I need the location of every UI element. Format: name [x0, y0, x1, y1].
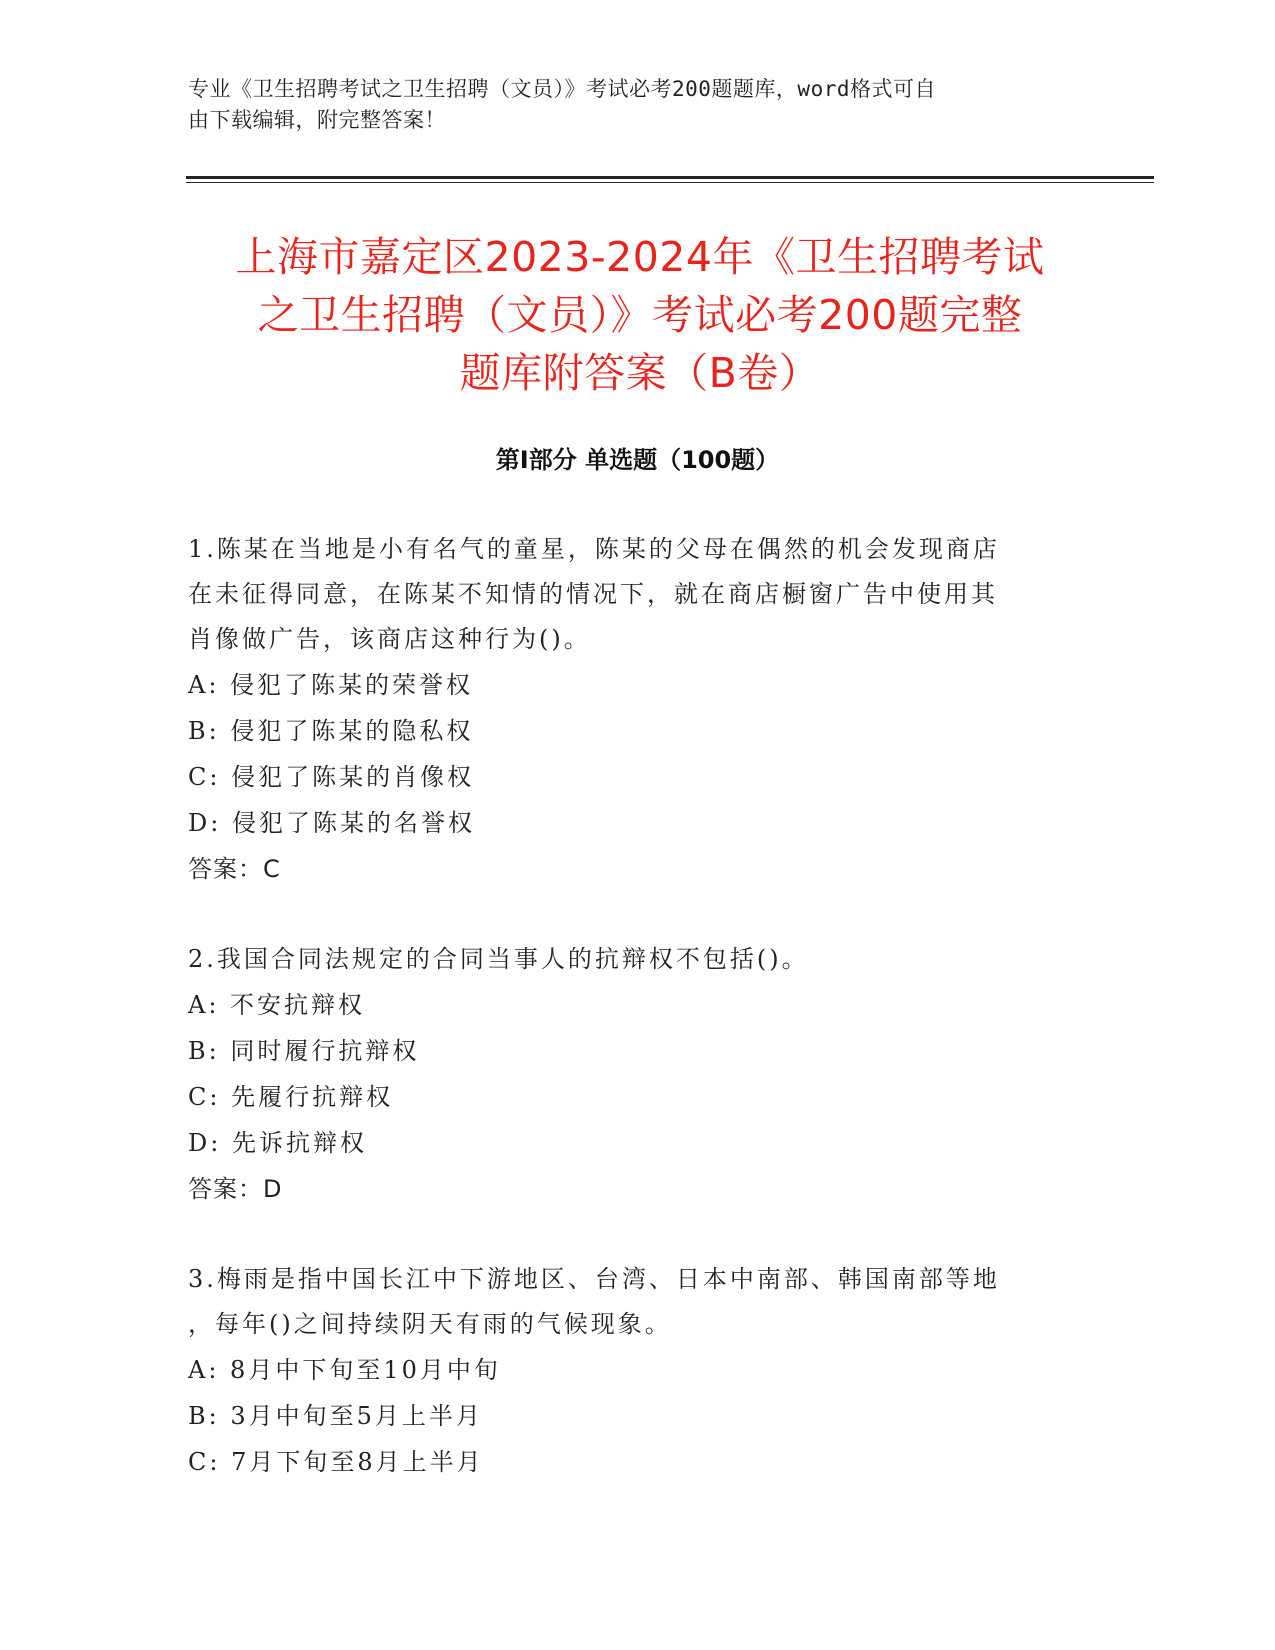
answer-option: C: 侵犯了陈某的肖像权 [188, 763, 475, 791]
question-item [188, 1257, 1068, 1485]
question-stem-line: 在未征得同意，在陈某不知情的情况下，就在商店橱窗广告中使用其 [188, 580, 998, 608]
answer-option: A: 侵犯了陈某的荣誉权 [188, 671, 474, 699]
title-line: 题库附答案（B卷） [459, 349, 821, 397]
header-divider-thin [186, 182, 1154, 183]
document-header-note [188, 74, 1068, 136]
question-stem-line: 1.陈某在当地是小有名气的童星，陈某的父母在偶然的机会发现商店 [188, 535, 1000, 563]
header-note-line: 专业《卫生招聘考试之卫生招聘（文员）》考试必考200题题库，word格式可自 [188, 77, 936, 101]
question-list [188, 527, 1068, 1530]
correct-answer: 答案：D [188, 1175, 283, 1203]
answer-option: A: 不安抗辩权 [188, 991, 366, 1019]
section-heading: 第Ⅰ部分 单选题（100题） [495, 446, 780, 474]
question-stem-line: 肖像做广告，该商店这种行为()。 [188, 625, 591, 653]
question-item [188, 937, 1068, 1212]
document-title [190, 228, 1090, 402]
correct-answer: 答案：C [188, 855, 281, 883]
question-stem-line: 2.我国合同法规定的合同当事人的抗辩权不包括()。 [188, 945, 809, 973]
header-note-line: 由下载编辑，附完整答案！ [188, 108, 446, 132]
answer-option: B: 同时履行抗辩权 [188, 1037, 420, 1065]
title-line: 之卫生招聘（文员）》考试必考200题完整 [257, 291, 1023, 339]
answer-option: A: 8月中下旬至10月中旬 [188, 1356, 501, 1384]
answer-option: D: 先诉抗辩权 [188, 1129, 367, 1157]
question-stem-line: 3.梅雨是指中国长江中下游地区、台湾、日本中南部、韩国南部等地 [188, 1265, 1000, 1293]
answer-option: B: 侵犯了陈某的隐私权 [188, 717, 474, 745]
header-divider-thick [186, 176, 1154, 179]
question-item [188, 527, 1068, 892]
answer-option: B: 3月中旬至5月上半月 [188, 1402, 483, 1430]
question-stem-line: ，每年()之间持续阴天有雨的气候现象。 [188, 1310, 672, 1338]
answer-option: C: 7月下旬至8月上半月 [188, 1448, 484, 1476]
answer-option: D: 侵犯了陈某的名誉权 [188, 809, 475, 837]
answer-option: C: 先履行抗辩权 [188, 1083, 394, 1111]
title-line: 上海市嘉定区2023-2024年《卫生招聘考试 [235, 233, 1045, 281]
